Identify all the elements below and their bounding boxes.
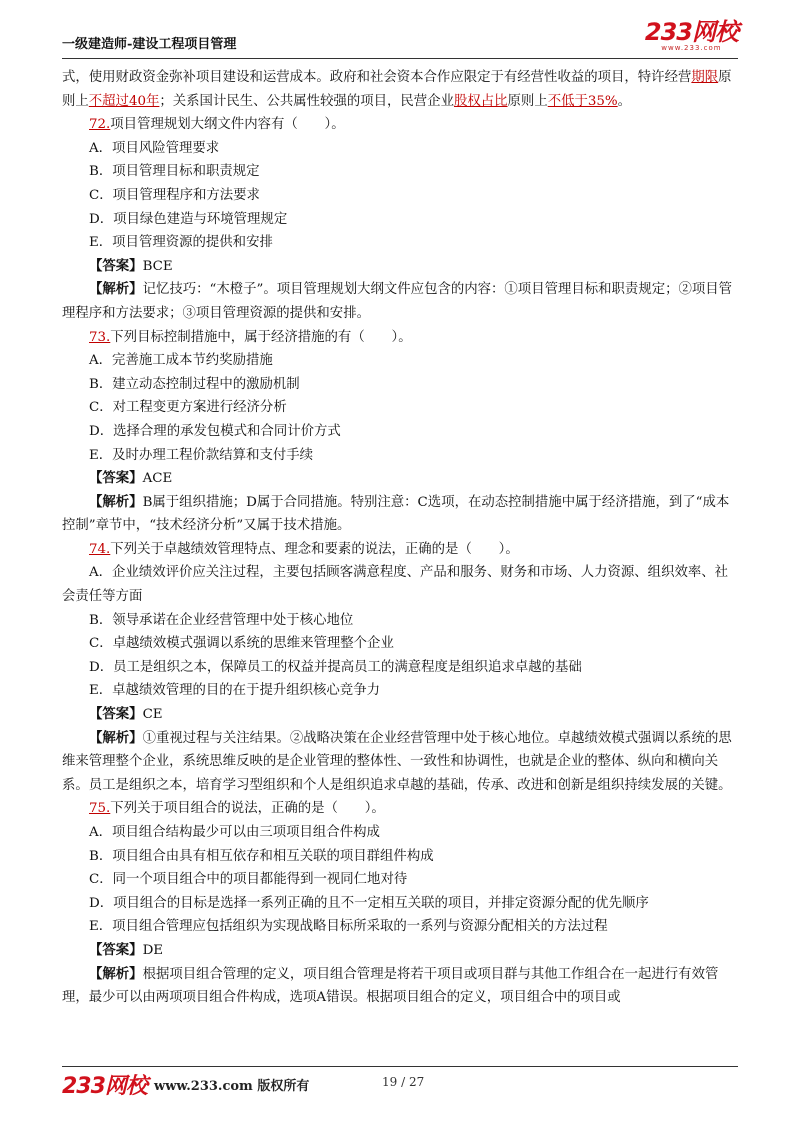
option-c: C．对工程变更方案进行经济分析 [89,400,287,416]
answer-line [62,255,738,279]
question-stem [62,797,738,821]
option-a: A．企业绩效评价应关注过程，主要包括顾客满意程度、产品和服务、财务和市场、人力资源、组织效率、社会责任等方面 [62,565,729,605]
page-footer [62,1066,738,1103]
option-c: C．同一个项目组合中的项目都能得到一视同仁地对待 [89,872,408,888]
answer-line [62,703,738,727]
logo-mark: 233网校 [644,18,738,46]
analysis-line [62,278,738,325]
answer-tag: 【答案】 [89,470,143,487]
option-b: B．项目管理目标和职责规定 [89,164,260,180]
analysis-text: ①重视过程与关注结果。②战略决策在企业经营管理中处于核心地位。卓越绩效模式强调以系统的思维来管理整个企业，系统思维反映的是企业管理的整体性、一致性和协调性，也就是企业的整体、纵向和横向关系。员工是组织之本，培育学习型组织和个人是组织追求卓越的基础，传承、改进和创新是组织持续发展的关键。 [62,730,732,793]
answer-value: DE [142,942,164,958]
answer-value: BCE [142,258,173,274]
logo-url: www.233.com [661,44,722,52]
question-74 [62,538,738,798]
option-e: E．项目管理资源的提供和安排 [89,235,273,251]
answer-line [62,939,738,963]
question-number: 72. [89,117,111,133]
option-d: D．员工是组织之本，保障员工的权益并提高员工的满意程度是组织追求卓越的基础 [89,659,582,675]
option-c: C．卓越绩效模式强调以系统的思维来管理整个企业 [89,636,394,652]
option-c: C．项目管理程序和方法要求 [89,187,260,203]
document-title: 一级建造师-建设工程项目管理 [62,37,237,52]
intro-paragraph [62,66,738,113]
page-header [62,18,738,59]
highlight-term: 不超过40年 [88,93,160,109]
answer-line [62,467,738,491]
analysis-text: 记忆技巧：“木橙子”。项目管理规划大纲文件应包含的内容：①项目管理目标和职责规定；②项目管理程序和方法要求；③项目管理资源的提供和安排。 [62,282,733,321]
analysis-tag: 【解析】 [89,965,143,982]
question-number: 74. [89,541,111,557]
question-stem [62,113,738,137]
option-d: D．选择合理的承发包模式和合同计价方式 [89,423,341,439]
option-e: E．项目组合管理应包括组织为实现战略目标所采取的一系列与资源分配相关的方法过程 [89,919,608,935]
question-75 [62,797,738,1009]
stem-text: 下列目标控制措施中，属于经济措施的有（ ）。 [110,329,412,345]
analysis-text: 根据项目组合管理的定义，项目组合管理是将若干项目或项目群与其他工作组合在一起进行有效管理，最少可以由两项项目组合件构成，选项A错误。根据项目组合的定义，项目组合中的项目或 [62,966,719,1006]
option-b: B．项目组合由具有相互依存和相互关联的项目群组件构成 [89,848,434,864]
option-a: A．项目组合结构最少可以由三项项目组合件构成 [89,825,380,840]
answer-value: CE [142,707,163,723]
option-b: B．建立动态控制过程中的激励机制 [89,376,300,392]
option-e: E．及时办理工程价款结算和支付手续 [89,447,314,463]
stem-text: 下列关于项目组合的说法，正确的是（ ）。 [110,801,385,817]
option-a: A．项目风险管理要求 [89,140,220,156]
option-d: D．项目绿色建造与环境管理规定 [89,211,288,227]
highlight-term: 股权占比 [453,93,508,109]
highlight-term: 不低于35% [547,93,618,109]
analysis-tag: 【解析】 [89,493,143,510]
stem-text: 项目管理规划大纲文件内容有（ ）。 [110,117,345,133]
brand-logo [645,20,738,53]
question-stem [62,538,738,562]
page-number: 19 / 27 [382,1075,425,1089]
option-a: A．完善施工成本节约奖励措施 [89,353,273,369]
question-number: 73. [89,329,111,345]
intro-text: 式，使用财政资金弥补项目建设和运营成本。政府和社会资本合作应限定于有经营性收益的项目，特许经营 [62,70,692,85]
analysis-line [62,963,738,1010]
option-e: E．卓越绩效管理的目的在于提升组织核心竞争力 [89,683,380,699]
answer-value: ACE [142,471,173,487]
analysis-text: B属于组织措施；D属于合同措施。特别注意：C选项，在动态控制措施中属于经济措施，到了“成本控制”章节中，“技术经济分析”又属于技术措施。 [62,494,730,534]
analysis-tag: 【解析】 [89,281,143,298]
question-73 [62,326,738,538]
analysis-line [62,727,738,798]
intro-text: 原则上 [62,70,732,109]
intro-text: ；关系国计民生、公共属性较强的项目，民营企业 [159,93,454,109]
footer-site: www.233.com 版权所有 [154,1079,310,1094]
answer-tag: 【答案】 [89,257,143,274]
question-72 [62,113,738,325]
intro-text: 原则上 [507,93,548,109]
answer-tag: 【答案】 [89,941,143,958]
analysis-tag: 【解析】 [89,729,143,746]
analysis-line [62,491,738,538]
document-body [62,66,738,1010]
stem-text: 下列关于卓越绩效管理特点、理念和要素的说法，正确的是（ ）。 [110,541,519,557]
option-b: B．领导承诺在企业经营管理中处于核心地位 [89,612,354,628]
answer-tag: 【答案】 [89,706,143,723]
intro-text: 。 [617,93,632,109]
question-stem [62,326,738,350]
highlight-term: 期限 [691,70,719,85]
option-d: D．项目组合的目标是选择一系列正确的且不一定相互关联的项目，并排定资源分配的优先顺序 [89,895,649,911]
footer-logo: 233网校 [62,1074,147,1099]
question-number: 75. [89,801,111,817]
